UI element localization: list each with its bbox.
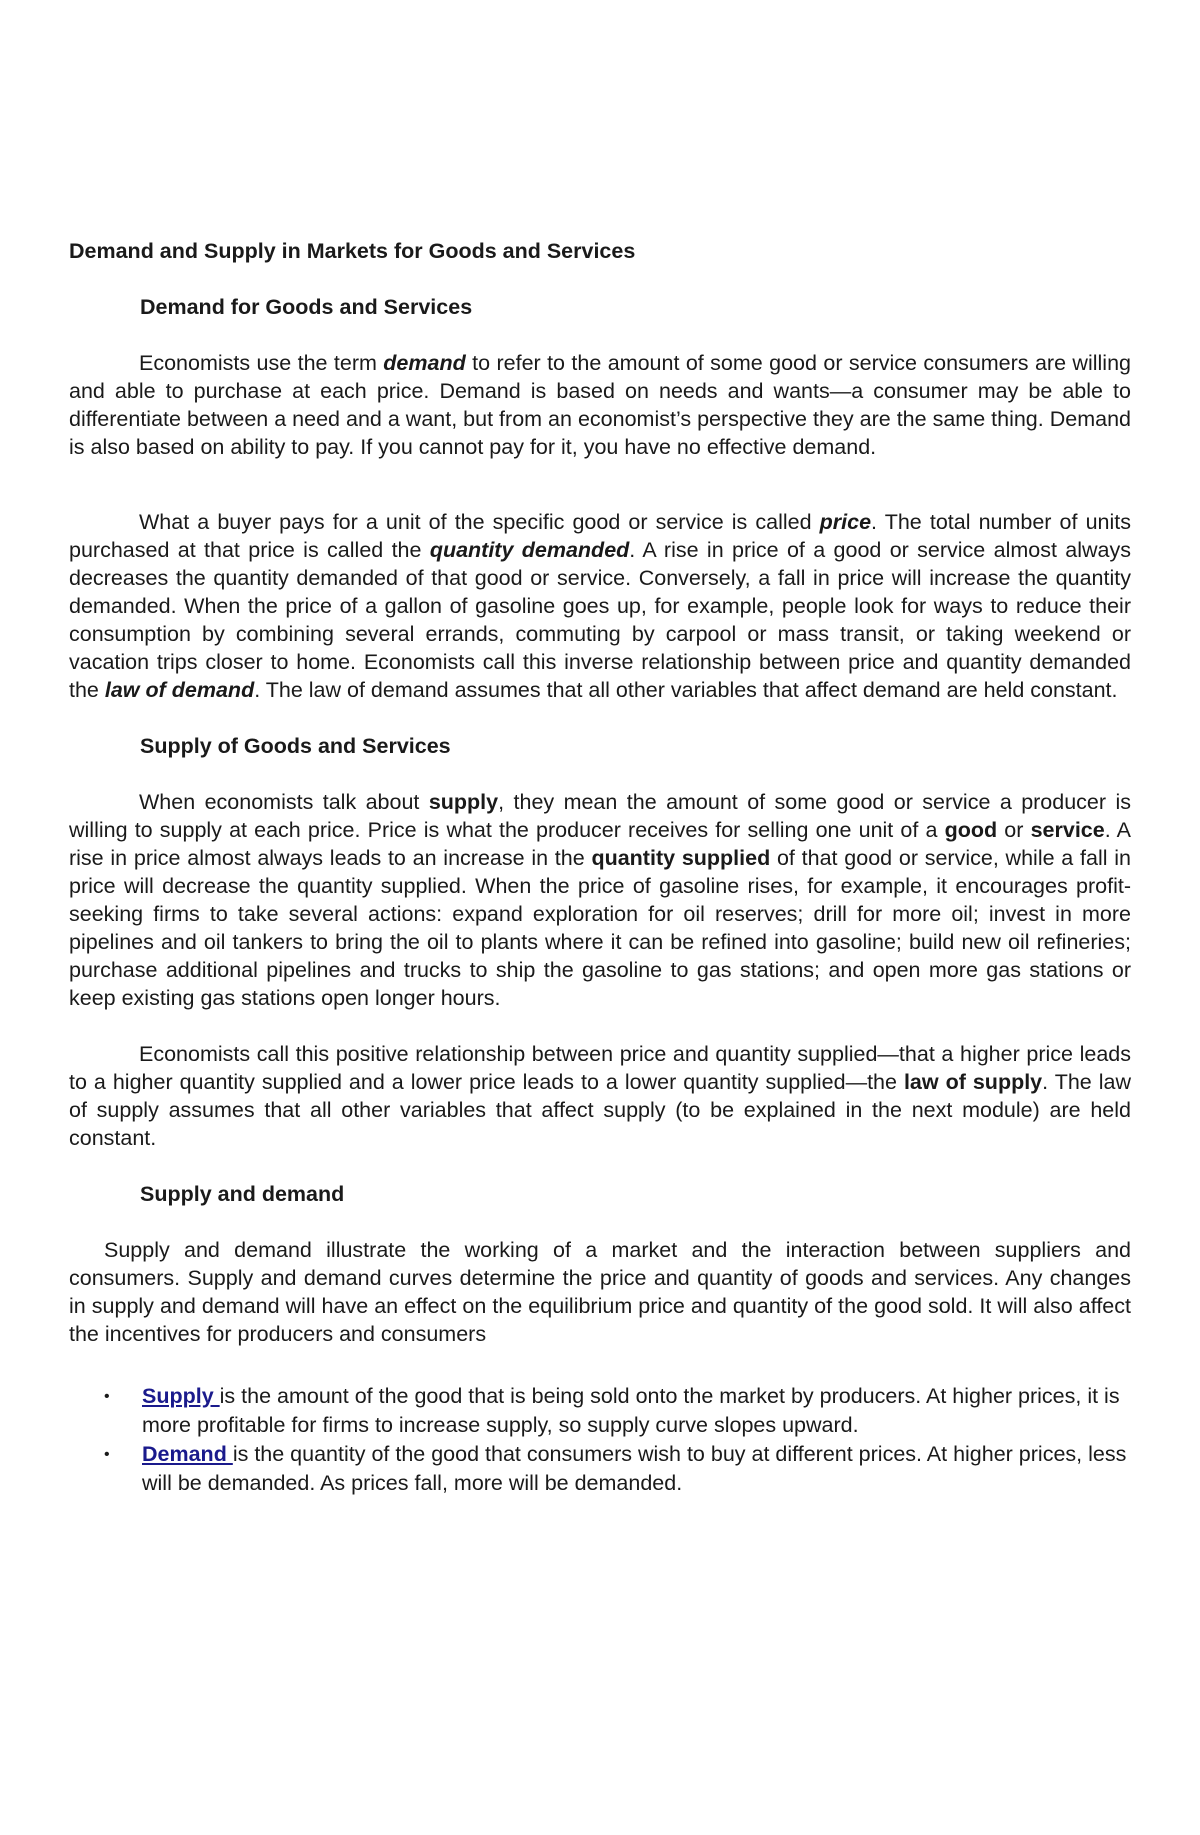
- demand-link[interactable]: Demand: [142, 1442, 233, 1466]
- supply-p1-text-c: or: [997, 818, 1031, 842]
- term-quantity-supplied: quantity supplied: [591, 846, 771, 870]
- term-supply: supply: [428, 790, 499, 814]
- supply-demand-section-heading: Supply and demand: [140, 1182, 345, 1206]
- supply-p1-text-d: . A rise in price almost always leads to an increase in the: [69, 818, 1131, 870]
- definition-list: [69, 1382, 1131, 1498]
- supply-p1-text-a: When economists talk about: [139, 790, 429, 814]
- term-good: good: [944, 818, 998, 842]
- demand-p2-text-a: What a buyer pays for a unit of the specific good or service is called: [139, 510, 820, 534]
- demand-p1-text-b: to refer to the amount of some good or service consumers are willing and able to purchase at each price. Demand is based on needs and wants—a consumer may be able to differentiate between a need and a want, but from an economist’s perspective they are the same thing. Demand is also based on ability to pay. If you cannot pay for it, you have no effective demand.: [69, 351, 1131, 459]
- term-demand: demand: [383, 351, 466, 375]
- supply-definition-text: is the amount of the good that is being sold onto the market by producers. At higher prices, it is more profitable for firms to increase supply, so supply curve slopes upward.: [142, 1384, 1120, 1437]
- document-page: [69, 237, 1131, 1498]
- supply-p2-text-a: Economists call this positive relationship between price and quantity supplied—that a higher price leads to a higher quantity supplied and a lower price leads to a lower quantity supplied—the: [69, 1042, 1131, 1094]
- document-title: Demand and Supply in Markets for Goods and Services: [69, 239, 636, 263]
- bullet-icon: •: [104, 1446, 110, 1463]
- supply-link[interactable]: Supply: [142, 1384, 220, 1408]
- term-service: service: [1030, 818, 1105, 842]
- demand-p2-text-d: . The law of demand assumes that all other variables that affect demand are held constant.: [254, 678, 1118, 702]
- supply-section-heading: Supply of Goods and Services: [140, 734, 451, 758]
- demand-section-heading: Demand for Goods and Services: [140, 295, 473, 319]
- supply-demand-paragraph: Supply and demand illustrate the working of a market and the interaction between suppliers and consumers. Supply and demand curves determine the price and quantity of goods and services. Any changes in supply and demand will have an effect on the equilibrium price and quantity of the good sold. It will also affect the incentives for producers and consumers: [69, 1238, 1131, 1346]
- supply-p1-text-b: , they mean the amount of some good or service a producer is willing to supply at each price. Price is what the producer receives for selling one unit of a: [69, 790, 1131, 842]
- term-price: price: [819, 510, 872, 534]
- demand-p2-text-c: . A rise in price of a good or service almost always decreases the quantity demanded of that good or service. Conversely, a fall in price will increase the quantity demanded. When the price of a gallon of gasoline goes up, for example, people look for ways to reduce their consumption by combining several errands, commuting by carpool or mass transit, or taking weekend or vacation trips closer to home. Economists call this inverse relationship between price and quantity demanded the: [69, 538, 1131, 702]
- supply-paragraph-1: [69, 788, 1131, 1012]
- term-law-of-supply: law of supply: [903, 1070, 1043, 1094]
- demand-paragraph-1: [69, 349, 1131, 461]
- demand-definition-text: is the quantity of the good that consumers wish to buy at different prices. At higher prices, less will be demanded. As prices fall, more will be demanded.: [142, 1442, 1127, 1495]
- demand-p1-text-a: Economists use the term: [139, 351, 384, 375]
- supply-p1-text-e: of that good or service, while a fall in price will decrease the quantity supplied. When the price of gasoline rises, for example, it encourages profit-seeking firms to take several actions: expand exploration for oil reserves; drill for more oil; invest in more pipelines and oil tankers to bring the oil to plants where it can be refined into gasoline; build new oil refineries; purchase additional pipelines and trucks to ship the gasoline to gas stations; and open more gas stations or keep existing gas stations open longer hours.: [69, 846, 1131, 1010]
- supply-p2-text-b: . The law of supply assumes that all other variables that affect supply (to be explained in the next module) are held constant.: [69, 1070, 1131, 1150]
- term-quantity-demanded: quantity demanded: [429, 538, 630, 562]
- list-item-supply: [69, 1382, 1131, 1440]
- bullet-icon: •: [104, 1388, 110, 1405]
- demand-p2-text-b: . The total number of units purchased at that price is called the: [69, 510, 1131, 562]
- demand-paragraph-2: [69, 508, 1131, 704]
- list-item-demand: [69, 1440, 1131, 1498]
- supply-paragraph-2: [69, 1040, 1131, 1152]
- term-law-of-demand: law of demand: [104, 678, 255, 702]
